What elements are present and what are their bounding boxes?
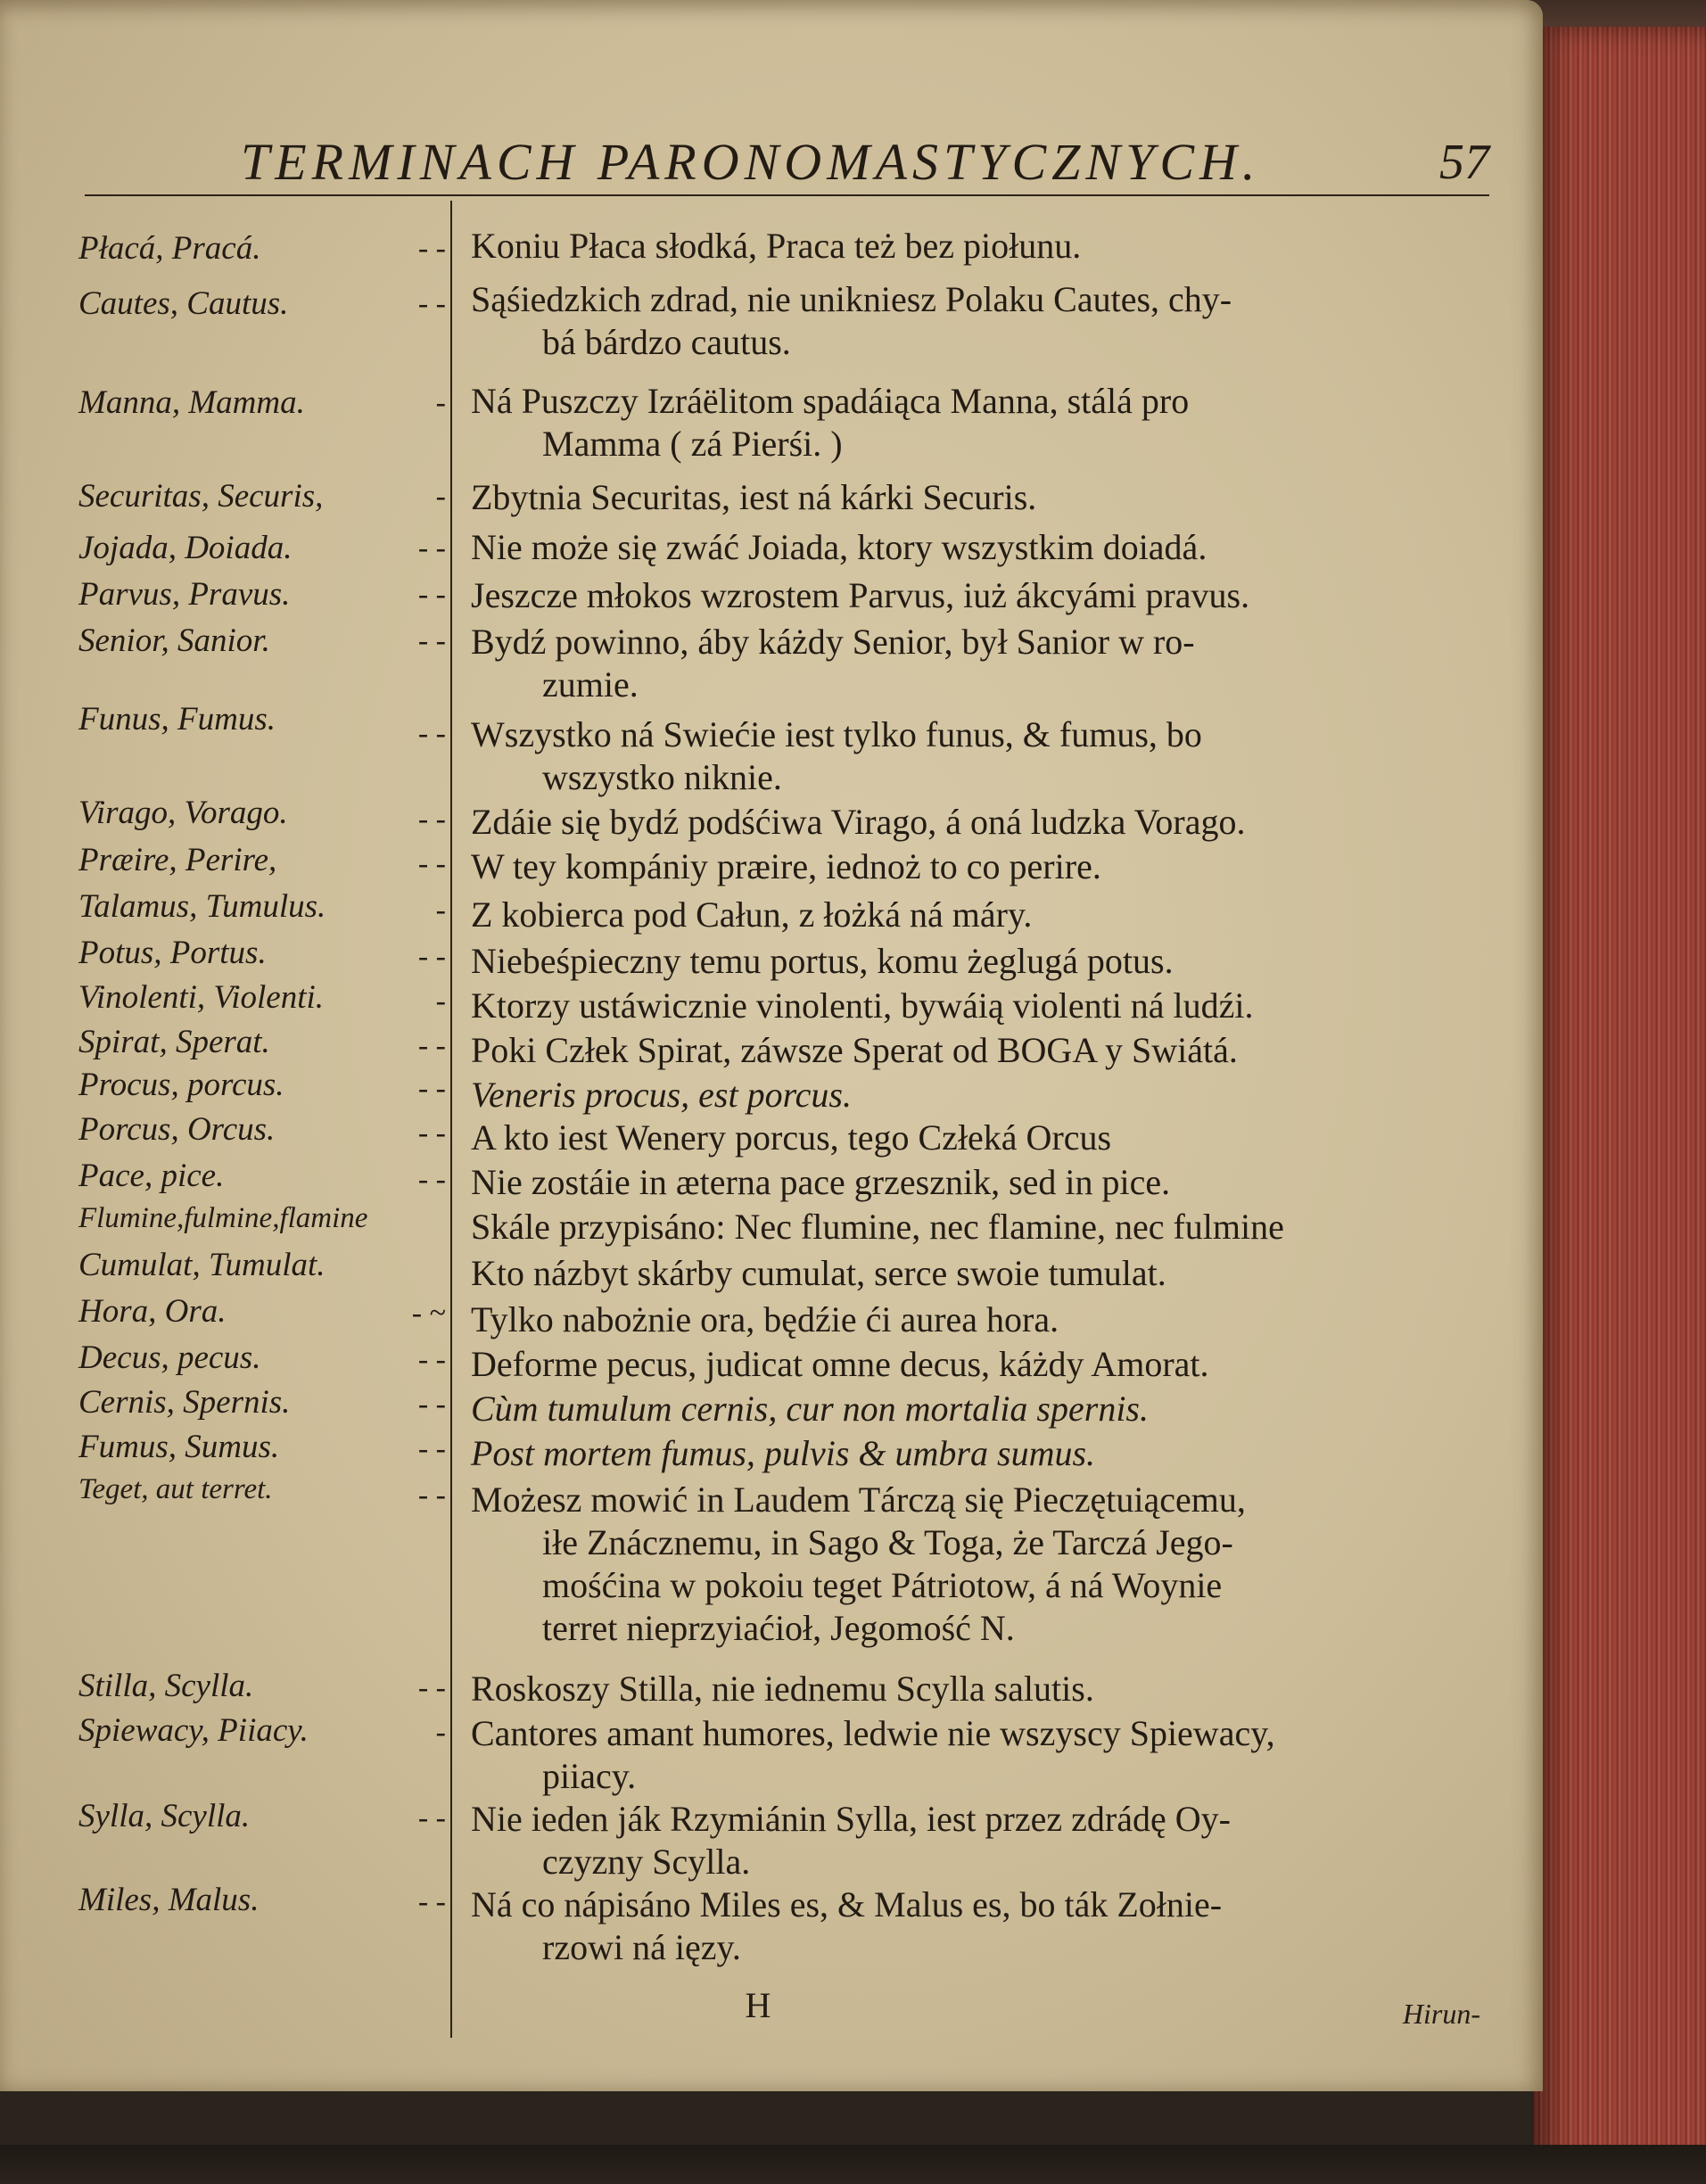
dash: - -	[417, 1479, 446, 1512]
left-term: Miles, Malus.	[78, 1882, 260, 1918]
left-term: Cautes, Cautus.	[78, 285, 289, 322]
left-term: Spiewacy, Piiacy.	[78, 1712, 309, 1749]
running-head: TERMINACH PARONOMASTYCZNYCH.	[241, 133, 1261, 191]
entry-text	[471, 1668, 1479, 1710]
left-term: Flumine,fulmine,flamine	[78, 1202, 368, 1234]
left-term: Vinolenti, Violenti.	[78, 979, 325, 1016]
entry-text	[471, 845, 1479, 888]
dash: - -	[417, 1801, 446, 1834]
entry-text	[471, 1161, 1479, 1204]
entry-text	[471, 713, 1479, 799]
entry-text	[471, 1883, 1479, 1969]
entry-text	[471, 1252, 1479, 1295]
catchword: Hirun-	[1402, 1998, 1480, 2030]
entry-text	[471, 1117, 1479, 1159]
page-number: 57	[1439, 135, 1489, 190]
left-term: Præire, Perire,	[78, 842, 277, 878]
dash: - -	[417, 940, 446, 973]
left-term: Stilla, Scylla.	[78, 1668, 254, 1704]
entry-line: Nie ieden ják Rzymiánin Sylla, iest przez zdrádę Oy-	[471, 1799, 1231, 1839]
left-term: Cumulat, Tumulat.	[78, 1247, 326, 1283]
left-term: Sylla, Scylla.	[78, 1798, 251, 1834]
dash: - -	[417, 1432, 446, 1465]
entry-line: Zbytnia Securitas, iest ná kárki Securis.	[471, 477, 1037, 517]
left-term: Talamus, Tumulus.	[78, 888, 326, 925]
dash: - -	[417, 232, 446, 265]
entry-continuation: wszystko niknie.	[542, 757, 782, 797]
entry-continuation: rzowi ná ięzy.	[542, 1927, 741, 1967]
entry-text	[471, 380, 1479, 466]
dash: - -	[417, 1029, 446, 1062]
entry-line: Cantores amant humores, ledwie nie wszyscy Spiewacy,	[471, 1713, 1275, 1753]
left-term: Senior, Sanior.	[78, 622, 270, 659]
entry-line: Tylko nabożnie ora, będźie ći aurea hora.	[471, 1299, 1059, 1339]
dash: -	[435, 894, 446, 927]
entry-text	[471, 1798, 1479, 1883]
entry-continuation: Mamma ( zá Pierśi. )	[542, 424, 843, 464]
entry-text	[471, 1388, 1479, 1430]
entry-line: Koniu Płaca słodká, Praca też bez piołunu.	[471, 226, 1082, 266]
entry-line: Z kobierca pod Całun, z łożká ná máry.	[471, 894, 1033, 935]
signature-mark: H	[745, 1985, 771, 2025]
entry-line: Zdáie się bydź podśćiwa Virago, á oná ludzka Vorago.	[471, 802, 1246, 842]
entry-line: A kto iest Wenery porcus, tego Człeká Orcus	[471, 1117, 1112, 1158]
entry-text	[471, 940, 1479, 983]
left-term: Manna, Mamma.	[78, 384, 305, 421]
dash: - ~	[411, 1297, 446, 1330]
dash: - -	[417, 1343, 446, 1376]
entry-line: Jeszcze młokos wzrostem Parvus, iuż ákcyámi pravus.	[471, 575, 1250, 615]
left-term: Securitas, Securis,	[78, 478, 324, 515]
entry-line: Sąśiedzkich zdrad, nie unikniesz Polaku Cautes, chy-	[471, 279, 1232, 319]
dash: - -	[417, 1885, 446, 1918]
entry-line: Wszystko ná Swiećie iest tylko funus, & fumus, bo	[471, 714, 1202, 754]
dash: - -	[417, 803, 446, 836]
left-term: Funus, Fumus.	[78, 701, 276, 738]
entry-text	[471, 574, 1479, 617]
entry-line: Ná Puszczy Izráëlitom spadáiąca Manna, stálá pro	[471, 381, 1190, 421]
left-term: Hora, Ora.	[78, 1293, 227, 1330]
entry-text	[471, 985, 1479, 1027]
dash: - -	[417, 1163, 446, 1196]
dash: -	[435, 480, 446, 513]
entry-continuation: terret nieprzyiaćioł, Jegomość N.	[542, 1608, 1015, 1648]
dash: - -	[417, 847, 446, 880]
left-term: Procus, porcus.	[78, 1067, 284, 1103]
entry-line: Ná co nápisáno Miles es, & Malus es, bo ták Zołnie-	[471, 1884, 1223, 1924]
left-term: Teget, aut terret.	[78, 1473, 273, 1505]
dash: -	[435, 1716, 446, 1749]
dash: - -	[417, 1671, 446, 1704]
entry-text	[471, 1432, 1479, 1475]
entry-text	[471, 1343, 1479, 1386]
entry-line: W tey kompániy præire, iednoż to co perire.	[471, 846, 1101, 886]
entry-line: Nie może się zwáć Joiada, ktory wszystkim doiadá.	[471, 527, 1207, 567]
left-term: Decus, pecus.	[78, 1339, 261, 1376]
dash: -	[435, 985, 446, 1018]
dash: - -	[417, 578, 446, 611]
entry-line: Bydź powinno, áby káżdy Senior, był Sanior w ro-	[471, 622, 1195, 662]
entry-text	[471, 801, 1479, 844]
entry-text	[471, 1206, 1479, 1249]
entry-line: Ktorzy ustáwicznie vinolenti, bywáią violenti ná ludźi.	[471, 985, 1254, 1026]
dash: - -	[417, 287, 446, 320]
left-term: Virago, Vorago.	[78, 795, 288, 831]
entry-line: Deforme pecus, judicat omne decus, káżdy Amorat.	[471, 1344, 1209, 1384]
left-term: Cernis, Spernis.	[78, 1384, 291, 1421]
entry-text	[471, 1298, 1479, 1341]
entry-text	[471, 1029, 1479, 1072]
entry-text	[471, 1712, 1479, 1798]
dash: - -	[417, 1388, 446, 1421]
entry-line: Roskoszy Stilla, nie iednemu Scylla salutis.	[471, 1669, 1094, 1709]
dash: - -	[417, 532, 446, 565]
entry-line: Nie zostáie in æterna pace grzesznik, sed in pice.	[471, 1162, 1171, 1202]
left-term: Parvus, Pravus.	[78, 576, 291, 613]
entry-text	[471, 526, 1479, 569]
entry-line: Kto názbyt skárby cumulat, serce swoie tumulat.	[471, 1253, 1166, 1293]
entry-continuation: czyzny Scylla.	[542, 1842, 751, 1882]
entry-text	[471, 621, 1479, 706]
entry-line: Poki Człek Spirat, záwsze Sperat od BOGA y Swiátá.	[471, 1030, 1238, 1070]
book-fore-edge	[1534, 27, 1706, 2184]
entry-text	[471, 225, 1479, 268]
entry-text	[471, 476, 1479, 519]
entry-text	[471, 278, 1479, 364]
dash: - -	[417, 624, 446, 657]
entry-continuation: iłe Znácznemu, in Sago & Toga, że Tarczá Jego-	[542, 1522, 1233, 1562]
entry-continuation: mośćina w pokoiu teget Pátriotow, á ná Woynie	[542, 1565, 1223, 1605]
dash: - -	[417, 1072, 446, 1105]
left-term: Jojada, Doiada.	[78, 530, 293, 566]
entry-line: Veneris procus, est porcus.	[471, 1075, 852, 1115]
left-term: Spirat, Sperat.	[78, 1024, 270, 1060]
entry-text	[471, 1479, 1479, 1650]
entry-line: Skále przypisáno: Nec flumine, nec flamine, nec fulmine	[471, 1207, 1284, 1247]
left-term: Porcus, Orcus.	[78, 1111, 276, 1148]
dash: - -	[417, 1117, 446, 1150]
entry-line: Post mortem fumus, pulvis & umbra sumus.	[471, 1433, 1096, 1473]
entry-text	[471, 894, 1479, 936]
entry-continuation: bá bárdzo cautus.	[542, 322, 791, 362]
entry-line: Niebeśpieczny temu portus, komu żeglugá potus.	[471, 941, 1174, 981]
left-term: Pace, pice.	[78, 1158, 225, 1194]
left-term: Płacá, Pracá.	[78, 230, 261, 267]
entry-line: Cùm tumulum cernis, cur non mortalia spernis.	[471, 1389, 1149, 1429]
left-term: Potus, Portus.	[78, 935, 267, 971]
entry-text	[471, 1074, 1479, 1117]
entry-continuation: piiacy.	[542, 1756, 637, 1796]
dash: -	[435, 386, 446, 419]
entry-line: Możesz mowić in Laudem Tárczą się Pieczętuiącemu,	[471, 1479, 1246, 1520]
entry-continuation: zumie.	[542, 664, 639, 705]
dash: - -	[417, 717, 446, 750]
book-bottom-shadow	[0, 2145, 1706, 2184]
left-term: Fumus, Sumus.	[78, 1429, 280, 1465]
